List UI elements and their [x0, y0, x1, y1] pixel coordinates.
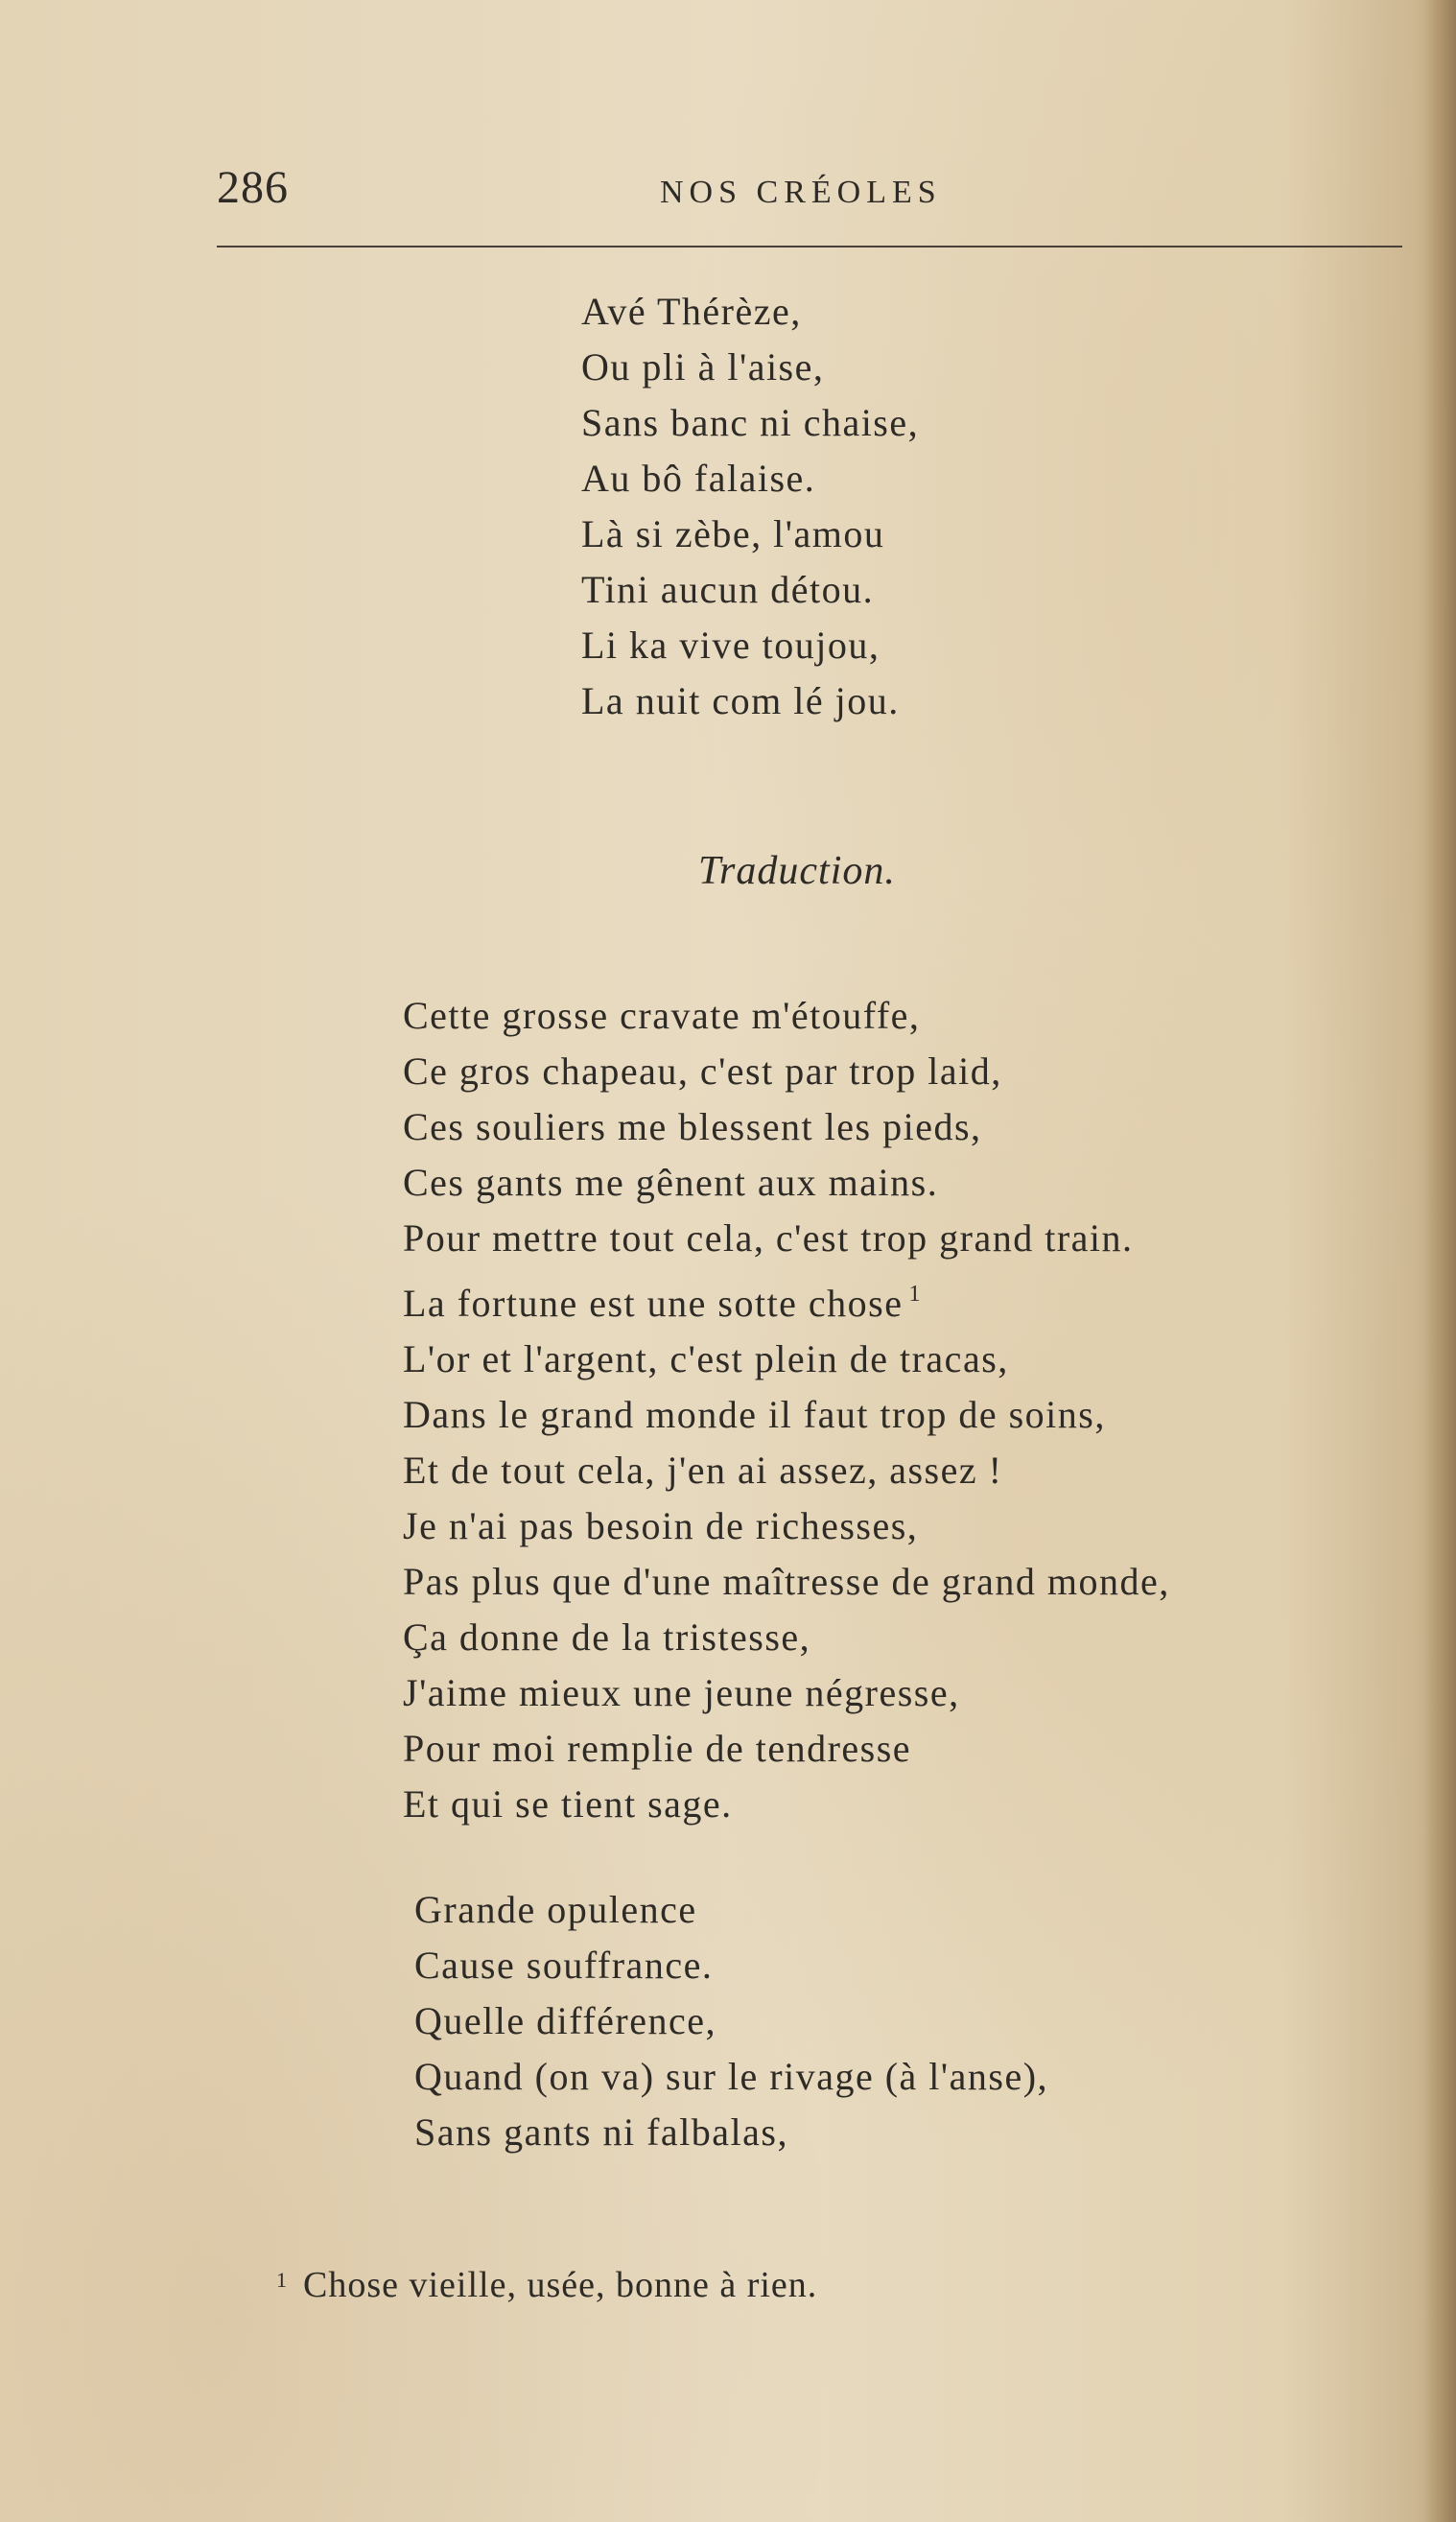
translation-line: Cette grosse cravate m'étouffe,	[403, 994, 921, 1037]
translation-line: Pas plus que d'une maîtresse de grand monde,	[403, 1560, 1170, 1603]
translation-line: Sans gants ni falbalas,	[414, 2110, 788, 2154]
poem-line: La nuit com lé jou.	[581, 679, 900, 722]
footnote-marker: 1	[276, 2268, 288, 2292]
translation-line: Et de tout cela, j'en ai assez, assez !	[403, 1449, 1003, 1492]
translation-line-with-note	[403, 1266, 1170, 1332]
poem-line: Là si zèbe, l'amou	[581, 512, 885, 555]
translation-line: Grande opulence	[414, 1888, 697, 1931]
translation-line: Cause souffrance.	[414, 1944, 714, 1987]
translation-line: Quand (on va) sur le rivage (à l'anse),	[414, 2055, 1049, 2098]
translation-line: Ces souliers me blessent les pieds,	[403, 1105, 982, 1148]
header-rule	[217, 246, 1402, 247]
header-title: NOS CRÉOLES	[660, 175, 942, 210]
translation-heading: Traduction.	[698, 849, 896, 893]
translation-line: Je n'ai pas besoin de richesses,	[403, 1504, 919, 1547]
creole-poem	[581, 284, 919, 729]
footnote	[276, 2264, 817, 2306]
translation-line: Pour moi remplie de tendresse	[403, 1727, 912, 1770]
translation-line: Quelle différence,	[414, 1999, 716, 2042]
poem-line: Sans banc ni chaise,	[581, 401, 920, 444]
translation-stanza-1	[403, 988, 1170, 1832]
translation-line: L'or et l'argent, c'est plein de tracas,	[403, 1337, 1009, 1380]
page-number: 286	[217, 162, 289, 213]
page-edge-shadow	[1423, 0, 1456, 2522]
poem-line: Ou pli à l'aise,	[581, 345, 825, 389]
translation-line: Ce gros chapeau, c'est par trop laid,	[403, 1049, 1002, 1093]
running-head	[217, 161, 1397, 228]
translation-line: Et qui se tient sage.	[403, 1782, 733, 1826]
poem-line: Au bô falaise.	[581, 457, 816, 500]
translation-line-text: La fortune est une sotte chose	[403, 1282, 904, 1325]
translation-line: Ces gants me gênent aux mains.	[403, 1161, 939, 1204]
translation-line: Ça donne de la tristesse,	[403, 1615, 811, 1659]
poem-line: Avé Thérèze,	[581, 290, 802, 333]
footnote-text: Chose vieille, usée, bonne à rien.	[303, 2265, 818, 2305]
translation-stanza-2	[414, 1882, 1048, 2160]
translation-line: Pour mettre tout cela, c'est trop grand train.	[403, 1216, 1134, 1260]
translation-line: Dans le grand monde il faut trop de soins,	[403, 1393, 1106, 1436]
poem-line: Li ka vive toujou,	[581, 624, 881, 667]
translation-line: J'aime mieux une jeune négresse,	[403, 1671, 960, 1714]
poem-line: Tini aucun détou.	[581, 568, 875, 611]
footnote-reference: 1	[908, 1282, 923, 1307]
